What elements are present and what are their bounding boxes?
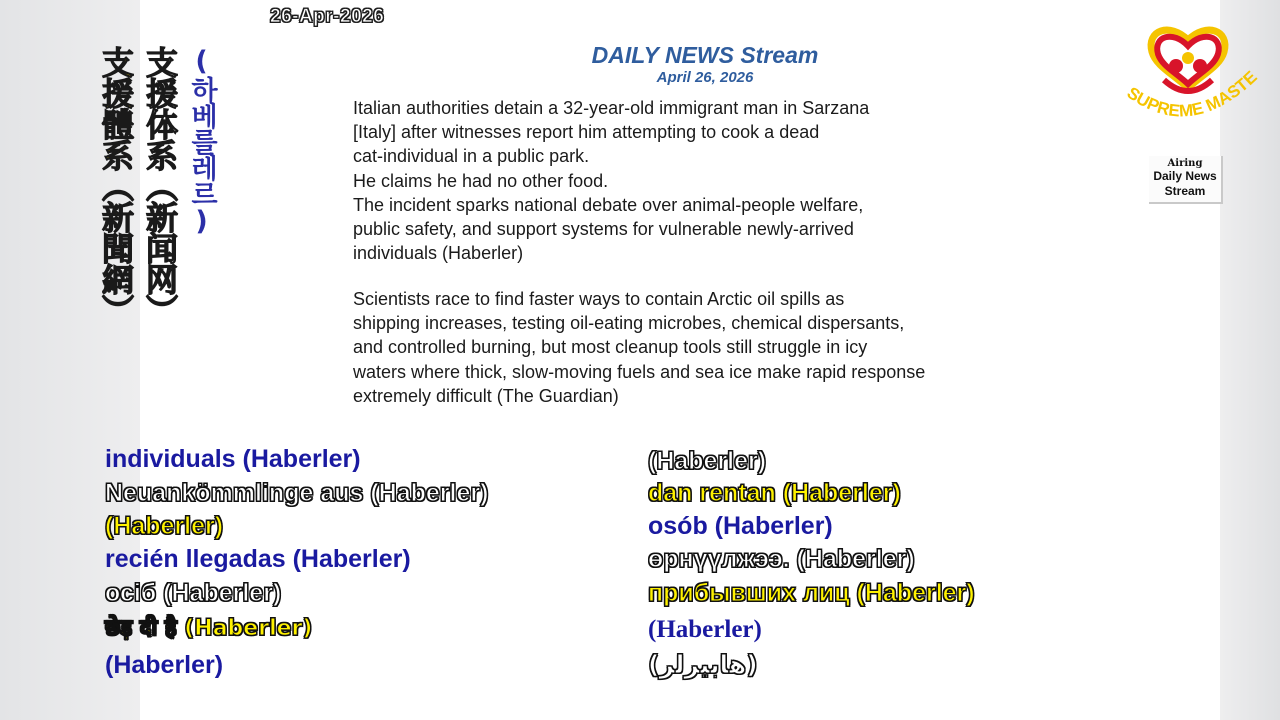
news-date: April 26, 2026 bbox=[656, 69, 754, 86]
story-line: extremely difficult (The Guardian) bbox=[353, 385, 619, 406]
subtitle-es: recién llegadas (Haberler) bbox=[105, 545, 411, 573]
date-stamp: 26-Apr-2026 bbox=[270, 6, 385, 27]
vertical-caption-chinese-simplified: 支援体系（新闻网） bbox=[141, 46, 179, 325]
logo-emblem-icon bbox=[1118, 22, 1258, 152]
subtitle-hi: छेड़ दी है (Haberler) bbox=[105, 616, 313, 641]
vertical-caption-chinese-traditional: 支援體系（新聞網） bbox=[97, 46, 135, 325]
subtitle-mn: өрнүүлжээ. (Haberler) bbox=[648, 545, 915, 573]
subtitle-ru: прибывших лиц (Haberler) bbox=[648, 579, 975, 607]
subtitle-en: individuals (Haberler) bbox=[105, 445, 361, 473]
airing-program: Daily News Stream bbox=[1153, 169, 1217, 198]
logo-brand-text: SUPREME MAST bbox=[1123, 74, 1253, 121]
story-line: waters where thick, slow-moving fuels and sea ice make rapid response bbox=[353, 361, 926, 382]
subtitle-ms: dan rentan (Haberler) bbox=[648, 479, 901, 507]
subtitle-ar: (هابيرلر) bbox=[648, 650, 758, 679]
subtitle-pl: osób (Haberler) bbox=[648, 512, 833, 540]
vertical-caption-korean: (하베를레르) bbox=[186, 46, 217, 236]
airing-label: Airing bbox=[1167, 158, 1203, 169]
story-line: cat-individual in a public park. bbox=[353, 146, 590, 167]
airing-badge bbox=[1149, 156, 1223, 204]
news-story-arctic bbox=[353, 287, 1053, 408]
subtitle-blue-bottom: (Haberler) bbox=[105, 651, 224, 679]
story-line: and controlled burning, but most cleanup tools still struggle in icy bbox=[353, 337, 868, 358]
story-line: public safety, and support systems for vulnerable newly-arrived bbox=[353, 219, 854, 240]
story-line: Italian authorities detain a 32-year-old immigrant man in Sarzana bbox=[353, 98, 870, 118]
story-line: individuals (Haberler) bbox=[353, 243, 524, 264]
subtitle-tr-yellow: (Haberler) bbox=[105, 512, 224, 540]
subtitle-white-top: (Haberler) bbox=[648, 447, 767, 475]
story-line: He claims he had no other food. bbox=[353, 170, 609, 191]
story-line: shipping increases, testing oil-eating microbes, chemical dispersants, bbox=[353, 313, 905, 334]
story-line: Scientists race to find faster ways to contain Arctic oil spills as bbox=[353, 289, 845, 309]
news-story-italy bbox=[353, 96, 1053, 265]
news-title: DAILY NEWS Stream bbox=[591, 42, 819, 68]
story-line: [Italy] after witnesses report him attempting to cook a dead bbox=[353, 122, 820, 143]
story-line: The incident sparks national debate over animal-people welfare, bbox=[353, 194, 864, 215]
subtitle-de: Neuankömmlinge aus (Haberler) bbox=[105, 479, 489, 507]
subtitle-uk: осіб (Haberler) bbox=[105, 579, 282, 607]
subtitle-serif: (Haberler) bbox=[648, 616, 762, 643]
supreme-master-tv-logo bbox=[1118, 22, 1258, 152]
